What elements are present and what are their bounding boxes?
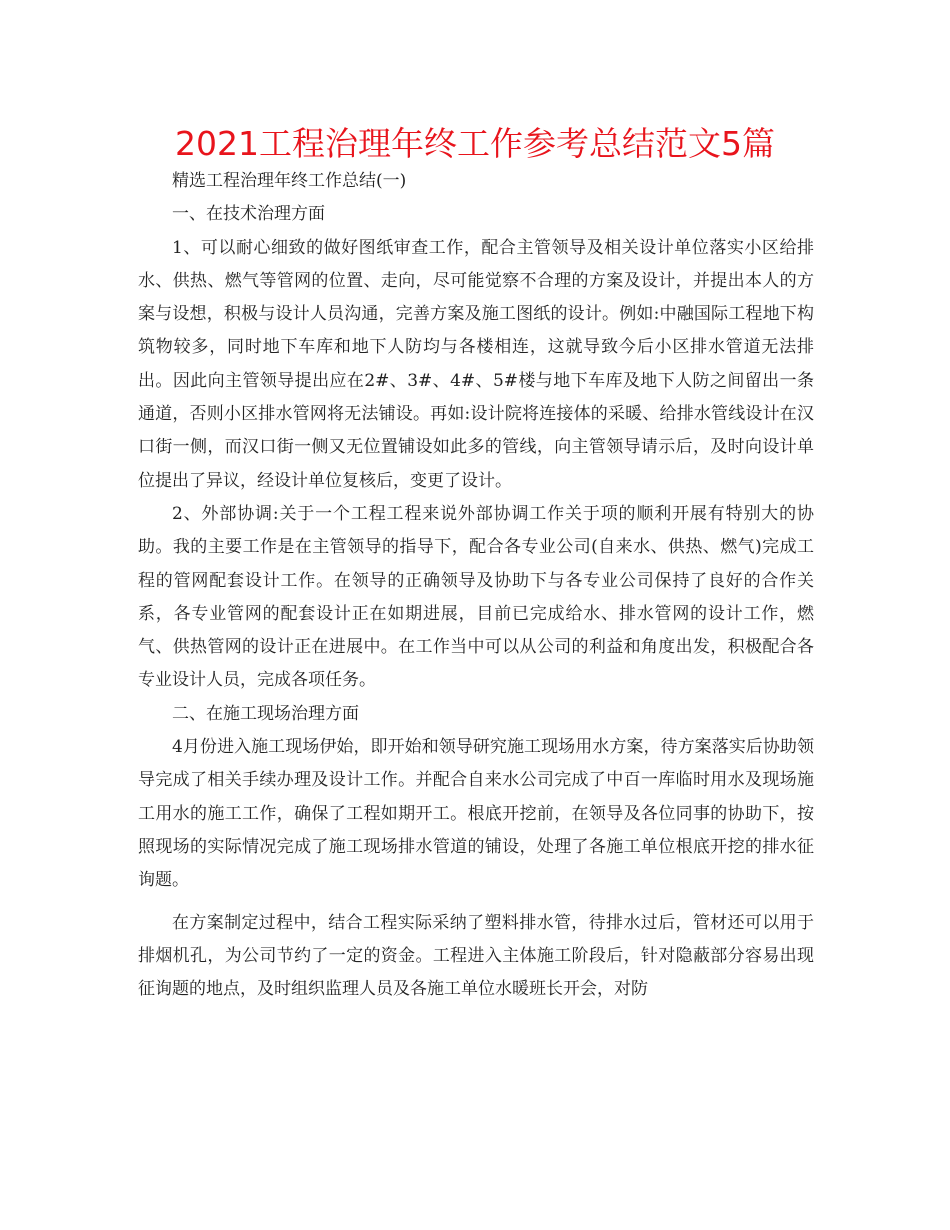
paragraph-technical-item-2: 2、外部协调:关于一个工程工程来说外部协调工作关于项的顺利开展有特别大的协助。我的主要工作是在主管领导的指导下，配合各专业公司(自来水、供热、燃气)完成工程的管网配套设计工作。在领导的正确领导及协助下与各专业公司保持了良好的合作关系，各专业管网的配套设计正在如期进展，目前已完成给水、排水管网的设计工作，燃气、供热管网的设计正在进展中。在工作当中可以从公司的利益和角度出发，积极配合各专业设计人员，完成各项任务。 — [138, 503, 814, 691]
paragraph-technical-item-1: 1、可以耐心细致的做好图纸审查工作，配合主管领导及相关设计单位落实小区给排水、供热、燃气等管网的位置、走向，尽可能觉察不合理的方案及设计，并提出本人的方案与设想，积极与设计人员沟通，完善方案及施工图纸的设计。例如:中融国际工程地下构筑物较多，同时地下车库和地下人防均与各楼相连，这就导致今后小区排水管道无法排出。因此向主管领导提出应在2#、3#、4#、5#楼与地下车库及地下人防之间留出一条通道，否则小区排水管网将无法铺设。再如:设计院将连接体的采暖、给排水管线设计在汉口街一侧，而汉口街一侧又无位置铺设如此多的管线，向主管领导请示后，及时向设计单位提出了异议，经设计单位复核后，变更了设计。 — [138, 237, 814, 491]
paragraph-section-heading-1: 一、在技术治理方面 — [172, 204, 325, 225]
paragraph-subtitle: 精选工程治理年终工作总结(一) — [172, 171, 407, 191]
paragraph-section-heading-2: 二、在施工现场治理方面 — [172, 703, 359, 724]
document-body — [138, 165, 814, 1006]
document-title: 2021工程治理年终工作参考总结范文5篇 — [175, 124, 775, 163]
paragraph-site-management: 4月份进入施工现场伊始，即开始和领导研究施工现场用水方案，待方案落实后协助领导完成了相关手续办理及设计工作。并配合自来水公司完成了中百一库临时用水及现场施工用水的施工工作，确保了工程如期开工。根底开挖前，在领导及各位同事的协助下，按照现场的实际情况完成了施工现场排水管道的铺设，处理了各施工单位根底开挖的排水征询题。 — [138, 737, 814, 891]
paragraph-plan-process: 在方案制定过程中，结合工程实际采纳了塑料排水管，待排水过后，管材还可以用于排烟机孔，为公司节约了一定的资金。工程进入主体施工阶段后，针对隐蔽部分容易出现征询题的地点，及时组织监理人员及各施工单位水暖班长开会，对防 — [138, 912, 814, 1000]
